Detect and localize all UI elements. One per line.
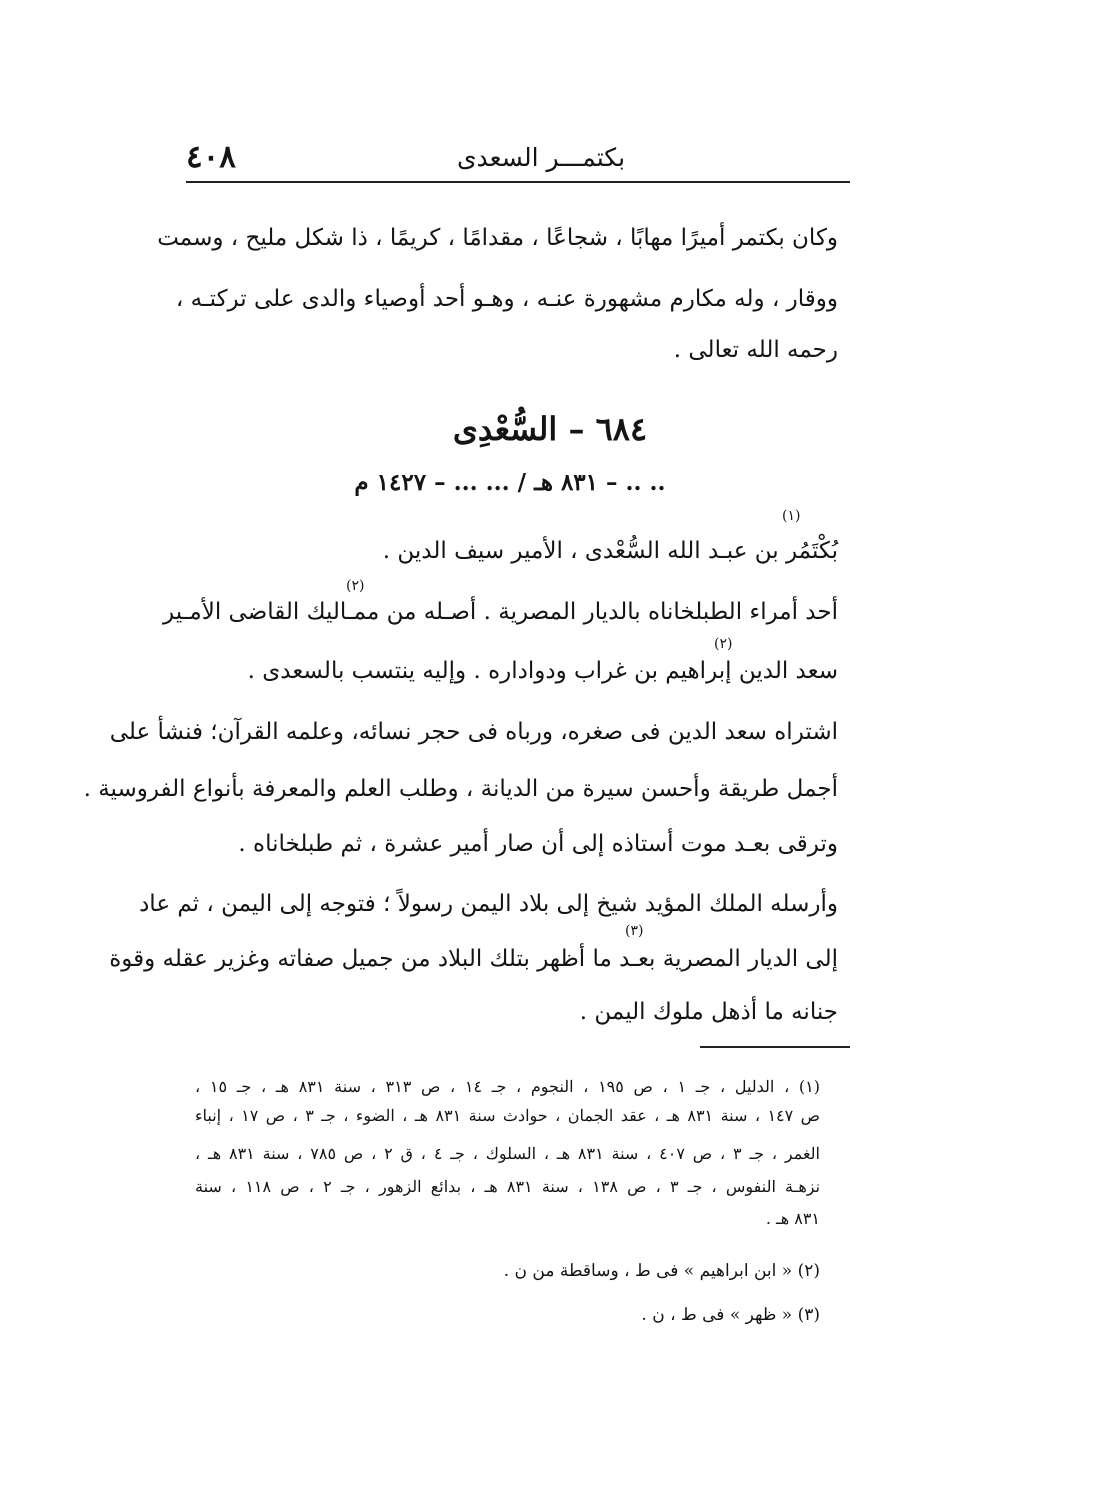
text-line: أحد أمراء الطبلخاناه بالديار المصرية . أصـله من ممـاليك القاضى الأمـير	[163, 599, 838, 625]
text-line: اشتراه سعد الدين فى صغره، ورباه فى حجر نسائه، وعلمه القرآن؛ فنشأ على	[109, 719, 838, 745]
text-line: ووقار ، وله مكارم مشهورة عنـه ، وهـو أحد أوصياء والدى على تركتـه ،	[175, 286, 838, 312]
entry-title: ٦٨٤ – السُّعْدِى	[452, 410, 648, 448]
footnote-mark-3: (٣)	[625, 923, 644, 939]
entry-name	[192, 535, 838, 567]
footnote-line: ٨٣١ هـ .	[765, 1209, 820, 1228]
footnote-separator	[700, 1046, 850, 1048]
page-header	[186, 135, 850, 183]
footnote-mark-2b: (٢)	[714, 636, 733, 652]
text-line: وأرسله الملك المؤيد شيخ إلى بلاد اليمن رسولاً ؛ فتوجه إلى اليمن ، ثم عاد	[139, 891, 838, 917]
footnote-3: (٣) « ظهر » فى ط ، ن .	[641, 1305, 820, 1325]
entry-dates: .. .. – ٨٣١ هـ / ... ... – ١٤٢٧ م	[354, 469, 666, 496]
footnote-line: (١) ، الدليل ، جـ ١ ، ص ١٩٥ ، النجوم ، جـ ١٤ ، ص ٣١٣ ، سنة ٨٣١ هـ ، جـ ١٥ ،	[195, 1077, 821, 1096]
running-title: بكتمـــر السعدى	[456, 143, 626, 172]
name-text: بُكْتَمُر بن عبـد الله السُّعْدى ، الأمير سيف الدين .	[382, 538, 838, 564]
text-line: جنانه ما أذهل ملوك اليمن .	[579, 999, 838, 1025]
footnote-line: نزهـة النفوس ، جـ ٣ ، ص ١٣٨ ، سنة ٨٣١ هـ ، بدائع الزهور ، جـ ٢ ، ص ١١٨ ، سنة	[195, 1177, 821, 1196]
page-number: ٤٠٨	[186, 139, 236, 175]
footnote-mark-1: (١)	[782, 508, 801, 524]
text-line: سعد الدين إبراهيم بن غراب ودواداره . وإليه ينتسب بالسعدى .	[247, 658, 838, 684]
text-line: وترقى بعـد موت أستاذه إلى أن صار أمير عشرة ، ثم طبلخاناه .	[238, 831, 838, 857]
text-line: إلى الديار المصرية بعـد ما أظهر بتلك البلاد من جميل صفاته وغزير عقله وقوة	[109, 946, 838, 972]
text-line: أجمل طريقة وأحسن سيرة من الديانة ، وطلب العلم والمعرفة بأنواع الفروسية .	[83, 776, 838, 802]
footnote-line: ص ١٤٧ ، سنة ٨٣١ هـ ، عقد الجمان ، حوادث سنة ٨٣١ هـ ، الضوء ، جـ ٣ ، ص ١٧ ، إنباء	[195, 1106, 821, 1125]
footnote-2: (٢) « ابن ابراهيم » فى ط ، وساقطة من ن .	[503, 1261, 820, 1281]
footnote-line: الغمر ، جـ ٣ ، ص ٤٠٧ ، سنة ٨٣١ هـ ، السلوك ، جـ ٤ ، ق ٢ ، ص ٧٨٥ ، سنة ٨٣١ هـ ،	[195, 1144, 820, 1163]
text-line: وكان بكتمر أميرًا مهابًا ، شجاعًا ، مقدامًا ، كريمًا ، ذا شكل مليح ، وسمت	[157, 225, 838, 251]
text-line: رحمه الله تعالى .	[673, 337, 838, 363]
footnote-mark-2: (٢)	[346, 578, 365, 594]
